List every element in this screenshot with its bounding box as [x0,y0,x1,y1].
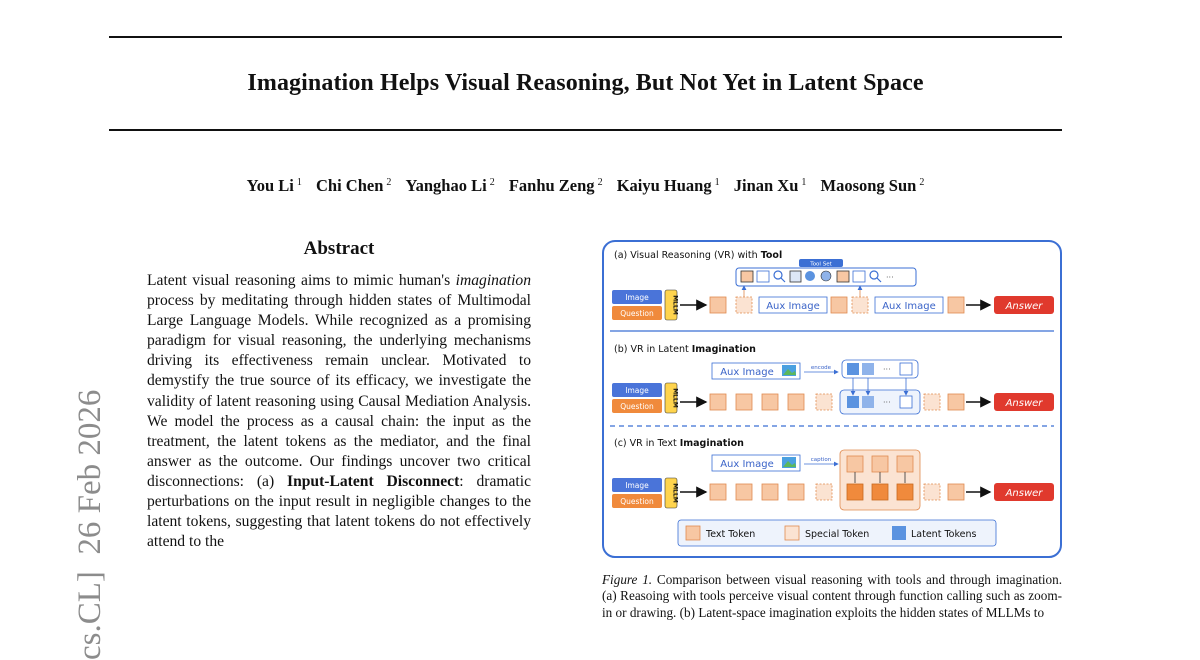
tool-window-icon [837,271,849,282]
author [821,176,925,195]
abstract-paragraph [147,271,531,552]
abstract-emphasis: imagination [455,272,531,289]
text-token [847,484,863,500]
abstract-text: : dramatic perturbations on the input result in negligible changes to the latent tokens, suggesting that latent tokens do not effectively attend to the [147,472,532,551]
answer-label: Answer [1005,488,1043,499]
text-token [762,484,778,500]
figure-1 [602,240,1062,558]
question-input-label: Question [620,402,654,411]
panel-b-title: (b) VR in Latent Imagination [614,344,756,355]
special-token [852,297,868,313]
author-name: Kaiyu Huang [616,176,712,195]
title-rule-top [109,36,1062,38]
tool-grid-icon [790,271,801,282]
author-affiliation: 2 [597,176,603,188]
answer-label: Answer [1005,398,1043,409]
latent-token [862,363,874,375]
author [316,176,391,195]
encode-label: encode [810,365,832,371]
author-name: Yanghao Li [405,176,487,195]
ellipsis: ··· [883,365,891,374]
author [617,176,720,195]
text-token [897,484,913,500]
panel-c-title: (c) VR in Text Imagination [614,438,744,449]
toolset-label: Tool Set [810,261,832,268]
text-token [948,394,964,410]
mllm-label: MLLM [671,483,679,503]
arxiv-stamp [24,330,108,660]
author [509,176,603,195]
title-rule-bottom [109,129,1062,131]
text-token [710,297,726,313]
text-token [762,394,778,410]
paper-title: Imagination Helps Visual Reasoning, But Not Yet in Latent Space [247,70,924,96]
aux-image-label: Aux Image [882,301,936,312]
tool-gear-icon [821,271,831,281]
legend-text-token-swatch [686,526,700,540]
abstract-body [147,271,531,552]
abstract-text: process by meditating through hidden states of Multimodal Large Language Models. While recognized as a promising paradigm for visual reasoning, the underlying mechanisms driving its effectiveness remain unclear. Motivated to demystify the true source of its efficacy, we investigate the validity of latent reasoning using Causal Mediation Analysis. We model the process as a causal chain: the input as the treatment, the latent tokens as the mediator, and the final answer as the outcome. Our findings uncover two critical disconnections: (a) [147,292,531,490]
author-affiliation: 2 [489,176,495,188]
special-token [816,484,832,500]
caption-label: caption [810,457,832,463]
image-input-label: Image [625,481,649,490]
special-token [736,297,752,313]
latent-token [847,363,859,375]
text-token [736,484,752,500]
abstract-heading: Abstract [303,238,375,259]
text-token [948,297,964,313]
author [734,176,807,195]
legend-latent-tokens-swatch [892,526,906,540]
tool-globe-icon [805,271,815,281]
ellipsis: ··· [883,398,891,407]
aux-image-label: Aux Image [720,459,774,470]
author-affiliation: 1 [714,176,720,188]
text-token [897,456,913,472]
panel-a-title: (a) Visual Reasoning (VR) with Tool [614,250,783,261]
author-name: Fanhu Zeng [508,176,595,195]
abstract-text: Latent visual reasoning aims to mimic human's [147,272,456,289]
text-token [948,484,964,500]
special-token [924,394,940,410]
latent-token [847,396,859,408]
figure-1-diagram [602,240,1062,558]
author-affiliation: 2 [919,176,925,188]
aux-image-label: Aux Image [720,367,774,378]
legend-special-token-label: Special Token [805,529,870,540]
text-token [847,456,863,472]
author-name: Chi Chen [316,176,384,195]
special-token [924,484,940,500]
question-input-label: Question [620,309,654,318]
text-token [872,484,888,500]
aux-image-label: Aux Image [766,301,820,312]
text-token [831,297,847,313]
text-token [788,484,804,500]
author [247,176,302,195]
latent-token [900,363,912,375]
author-name: Maosong Sun [820,176,917,195]
text-token [710,394,726,410]
image-input-label: Image [625,293,649,302]
legend-text-token-label: Text Token [706,529,756,540]
mllm-label: MLLM [671,388,679,408]
special-token [816,394,832,410]
figure-caption-label: Figure 1. [602,572,653,587]
text-token [710,484,726,500]
tool-code-icon [757,271,769,282]
text-token [736,394,752,410]
image-input-label: Image [625,386,649,395]
author-name: Jinan Xu [733,176,799,195]
latent-token [900,396,912,408]
mllm-label: MLLM [671,295,679,315]
answer-label: Answer [1005,301,1043,312]
author-affiliation: 2 [386,176,392,188]
figure-caption-text: Comparison between visual reasoning with tools and through imagination. (a) Reasoing with tools perceive visual content through function calling such as zoom-in or drawing. (b) Latent-space imagination exploits the hidden states of MLLMs to [602,572,1063,620]
author-affiliation: 1 [296,176,302,188]
question-input-label: Question [620,497,654,506]
legend-special-token-swatch [785,526,799,540]
author-affiliation: 1 [801,176,807,188]
arxiv-stamp-text: cs.CL] 26 Feb 2026 [72,389,108,660]
text-token [788,394,804,410]
latent-token [862,396,874,408]
figure-caption [602,572,1062,621]
tool-code-icon [853,271,865,282]
more-tools-ellipsis: ··· [886,273,894,282]
abstract-bold-term: Input-Latent Disconnect [287,472,460,490]
legend-latent-tokens-label: Latent Tokens [911,529,977,540]
author [406,176,495,195]
tool-window-icon [741,271,753,282]
text-token [872,456,888,472]
author-name: You Li [246,176,294,195]
author-list [109,176,1062,196]
